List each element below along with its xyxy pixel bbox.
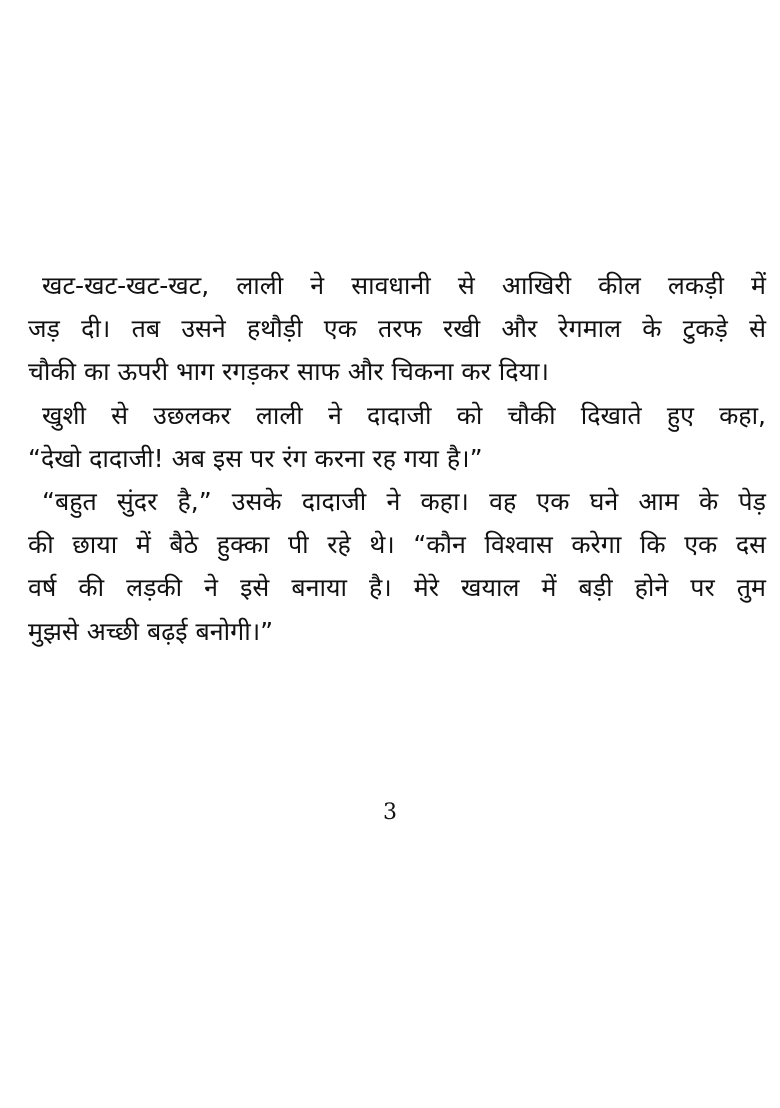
page-number: 3 bbox=[383, 800, 397, 825]
story-line-4: खुशी से उछलकर लाली ने दादाजी को चौकी दिखाते हुए कहा, bbox=[42, 400, 766, 430]
story-line-6: “बहुत सुंदर है,” उसके दादाजी ने कहा। वह एक घने आम के पेड़ bbox=[42, 486, 766, 516]
story-line-8: वर्ष की लड़की ने इसे बनाया है। मेरे खयाल में बड़ी होने पर तुम bbox=[28, 573, 766, 603]
story-text bbox=[28, 264, 766, 653]
story-line-9: मुझसे अच्छी बढ़ई बनोगी।” bbox=[28, 616, 274, 646]
story-line-2: जड़ दी। तब उसने हथौड़ी एक तरफ रखी और रेगमाल के टुकड़े से bbox=[28, 314, 766, 344]
story-line-3: चौकी का ऊपरी भाग रगड़कर साफ और चिकना कर दिया। bbox=[28, 357, 549, 387]
story-line-7: की छाया में बैठे हुक्का पी रहे थे। “कौन विश्वास करेगा कि एक दस bbox=[28, 530, 766, 560]
story-line-5: “देखो दादाजी! अब इस पर रंग करना रह गया है।” bbox=[28, 443, 483, 473]
story-line-1: खट-खट-खट-खट, लाली ने सावधानी से आखिरी कील लकड़ी में bbox=[42, 271, 766, 300]
